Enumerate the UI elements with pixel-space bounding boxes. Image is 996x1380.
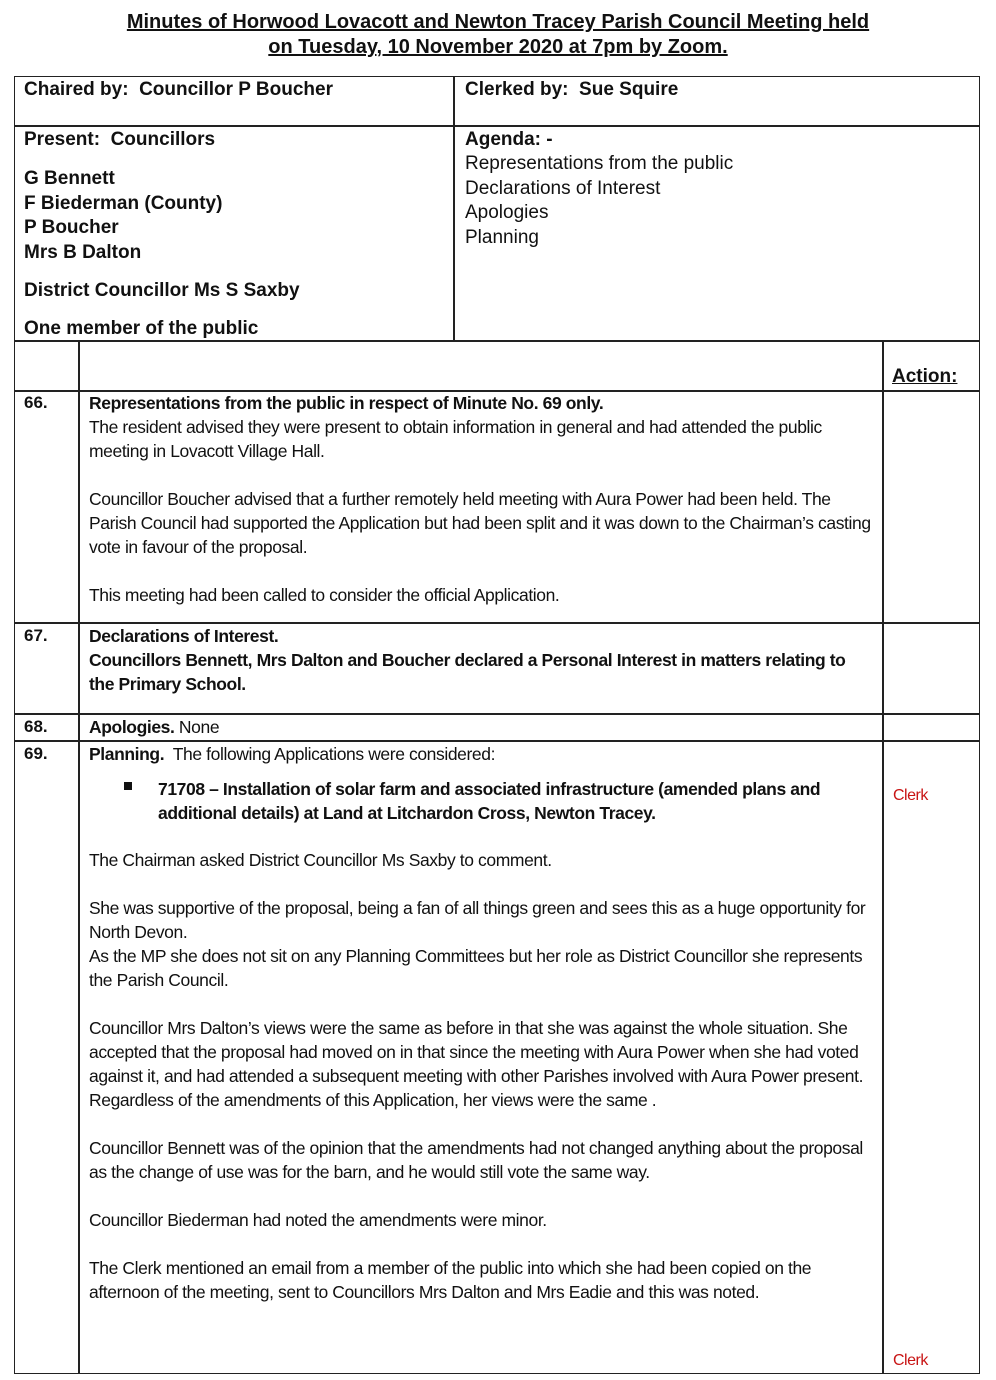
minute-66-paragraph-1: The resident advised they were present to obtain information in general and had attended the public meeting in Lovacott Village Hall. [89, 417, 822, 461]
action-column-header: Action: [892, 366, 958, 387]
minute-68-content [89, 715, 874, 739]
councillor-3: P Boucher [24, 217, 119, 238]
councillor-4: Mrs B Dalton [24, 241, 142, 263]
agenda-item-2: Declarations of Interest [465, 177, 661, 199]
minute-68-body: None [174, 717, 220, 737]
minute-66-content [89, 391, 874, 607]
minute-69-intro: The following Applications were considered: [164, 744, 496, 764]
minute-69-paragraph-6: The Clerk mentioned an email from a member of the public into which she had been copied on the afternoon of the meeting, sent to Councillors Mrs Dalton and Mrs Eadie and this was noted. [89, 1258, 812, 1302]
councillor-1: G Bennett [24, 168, 115, 189]
minute-69-paragraph-3a: Councillor Mrs Dalton’s views were the same as before in that she was against the whole situation. She accepted that the proposal had moved on in that since the meeting with Aura Power when she had voted against it, and had attended a subsequent meeting with other Parishes involved with Aura Power present. [89, 1018, 864, 1086]
district-councillor: District Councillor Ms S Saxby [24, 280, 300, 301]
minute-69-paragraph-4: Councillor Bennett was of the opinion that the amendments had not changed anything about the proposal as the change of use was for the barn, and he would still vote the same way. [89, 1138, 863, 1182]
minute-69-heading: Planning. [89, 744, 165, 764]
minute-67-content [89, 624, 874, 696]
minute-67-body: Councillors Bennett, Mrs Dalton and Boucher declared a Personal Interest in matters relating to the Primary School. [89, 650, 846, 694]
agenda-item-1: Representations from the public [465, 153, 734, 174]
minute-69-paragraph-3b: Regardless of the amendments of this Application, her views were the same . [89, 1090, 657, 1110]
minute-number-67: 67. [24, 626, 48, 645]
title-line-2: on Tuesday, 10 November 2020 at 7pm by Zoom. [268, 36, 728, 58]
present-label: Present: Councillors [24, 129, 216, 150]
minute-number-69: 69. [24, 744, 48, 763]
chaired-by: Chaired by: Councillor P Boucher [24, 79, 333, 100]
minute-66-paragraph-2: Councillor Boucher advised that a further remotely held meeting with Aura Power had been held. The Parish Council had supported the Application but had been split and it was down to the Chairman’s casting vote in favour of the proposal. [89, 489, 871, 557]
minute-66-paragraph-3: This meeting had been called to consider the official Application. [89, 585, 560, 605]
minutes-col-divider-2 [882, 340, 884, 1374]
public-attendance: One member of the public [24, 318, 259, 339]
minute-number-68: 68. [24, 717, 48, 736]
minutes-col-divider-1 [78, 340, 80, 1374]
minute-69-paragraph-2a: She was supportive of the proposal, being a fan of all things green and sees this as a huge opportunity for North Devon. [89, 898, 866, 942]
action-clerk-1: Clerk [893, 787, 928, 804]
document-title [0, 10, 996, 60]
agenda-section [465, 128, 965, 250]
agenda-item-4: Planning [465, 226, 539, 248]
minute-68-heading: Apologies. [89, 717, 175, 737]
action-clerk-2: Clerk [893, 1352, 928, 1369]
councillor-2: F Biederman (County) [24, 192, 223, 214]
clerked-by: Clerked by: Sue Squire [465, 79, 679, 100]
minute-69-paragraph-5: Councillor Biederman had noted the amendments were minor. [89, 1210, 547, 1230]
minute-67-heading: Declarations of Interest. [89, 626, 279, 646]
minute-69-paragraph-2b: As the MP she does not sit on any Planning Committees but her role as District Councillor she represents the Parish Council. [89, 946, 863, 990]
title-line-1: Minutes of Horwood Lovacott and Newton Tracey Parish Council Meeting held [126, 11, 870, 33]
agenda-label: Agenda: - [465, 129, 553, 150]
application-71708: 71708 – Installation of solar farm and associated infrastructure (amended plans and additional details) at Land at Litchardon Cross, Newton Tracey. [158, 779, 821, 823]
bullet-marker [124, 782, 132, 790]
minute-69-heading-line [89, 742, 874, 766]
agenda-item-3: Apologies [465, 202, 549, 223]
present-section [24, 128, 444, 341]
header-divider-horizontal [14, 125, 980, 127]
minute-number-66: 66. [24, 393, 48, 412]
header-divider-vertical [453, 76, 455, 342]
minute-69-body [89, 848, 874, 1304]
minute-69-paragraph-1: The Chairman asked District Councillor Ms Saxby to comment. [89, 850, 552, 870]
minute-66-heading: Representations from the public in respect of Minute No. 69 only. [89, 393, 604, 413]
